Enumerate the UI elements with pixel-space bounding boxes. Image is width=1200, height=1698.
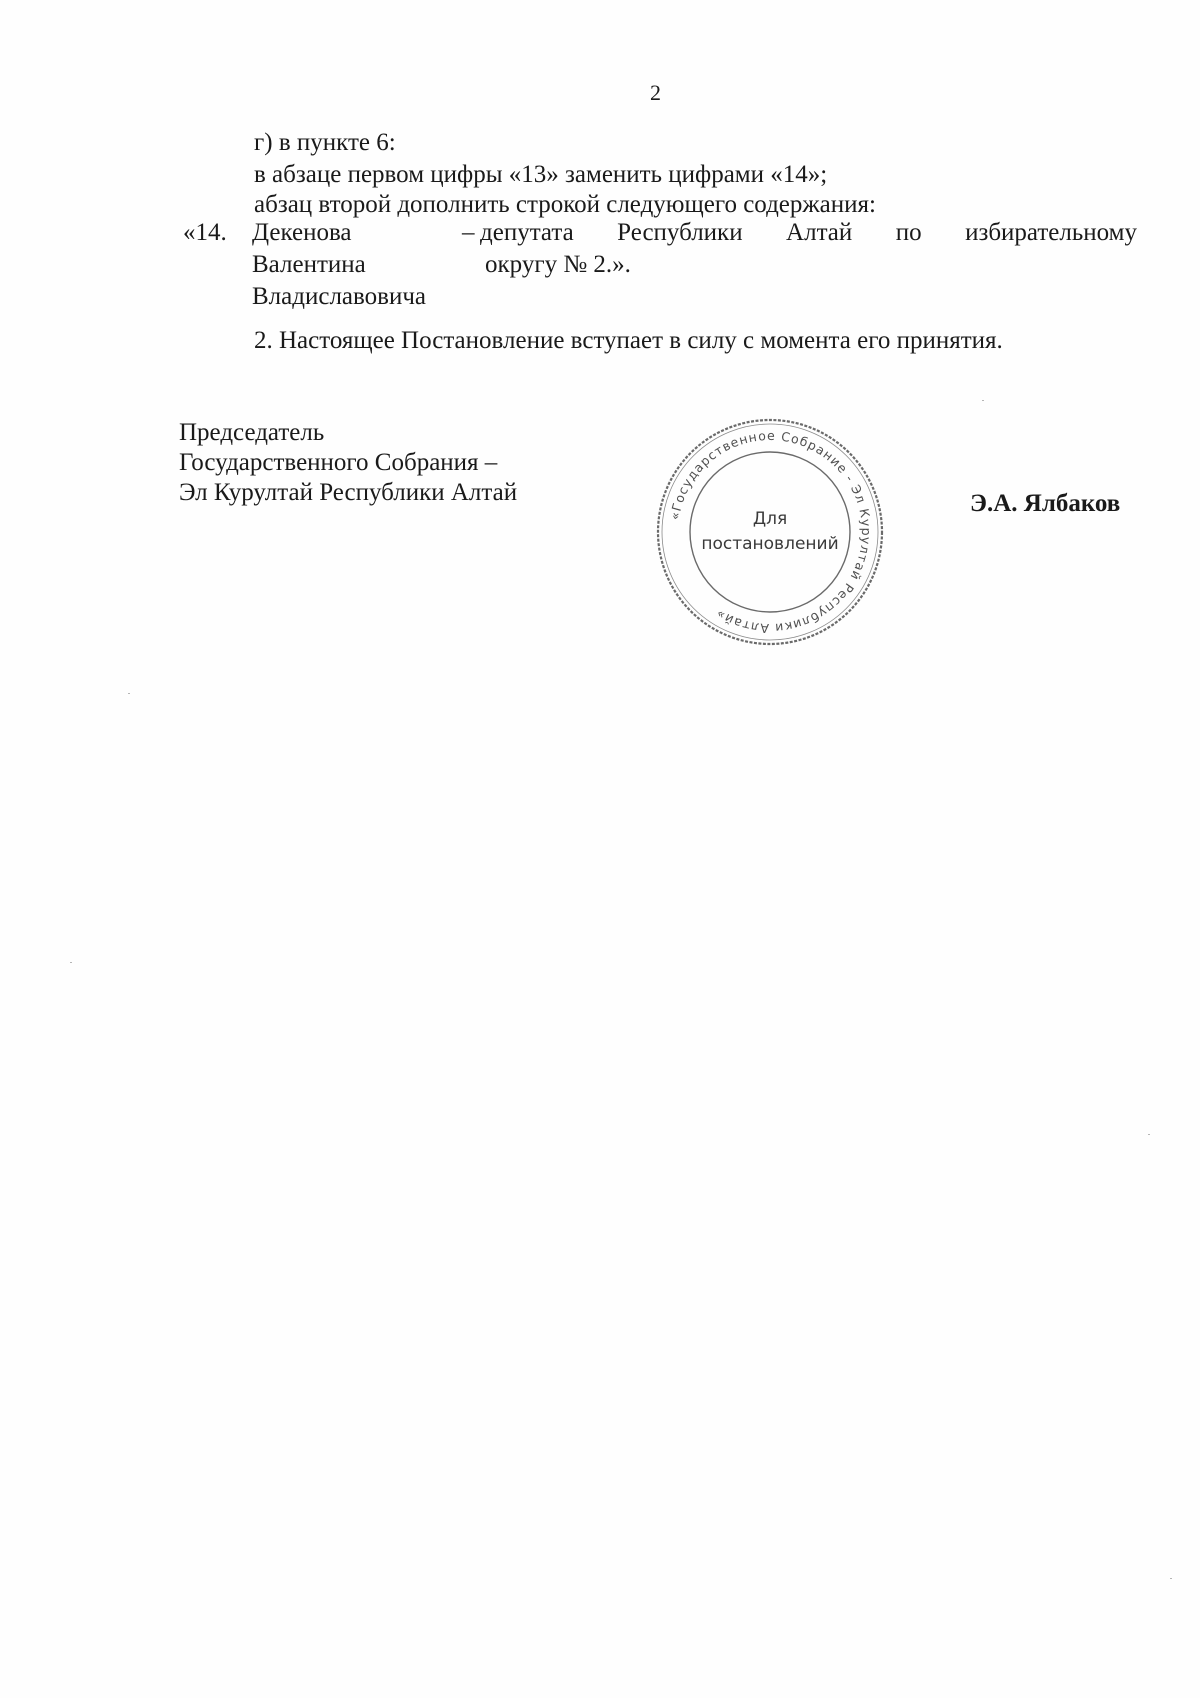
signatory-title	[179, 418, 517, 508]
scan-speck	[128, 693, 130, 694]
scan-speck	[1148, 1134, 1150, 1135]
entry-description-line2: округу № 2.».	[485, 251, 631, 278]
entry-description-line1: депутата Республики Алтай по избирательному	[480, 219, 1137, 246]
paragraph-second-line: абзац второй дополнить строкой следующего содержания:	[254, 191, 876, 218]
seal-center-line1: Для	[752, 509, 788, 529]
signatory-title-line3: Эл Курултай Республики Алтай	[179, 479, 518, 506]
clause-2: 2. Настоящее Постановление вступает в силу с момента его принятия.	[254, 327, 1003, 354]
item-g-line: г) в пункте 6:	[254, 129, 396, 156]
seal-inner-ring	[690, 452, 850, 612]
official-seal	[650, 412, 890, 652]
signer-name: Э.А. Ялбаков	[970, 490, 1121, 517]
seal-outer-ring	[658, 420, 882, 644]
page-number: 2	[650, 80, 661, 105]
entry-number: «14.	[183, 219, 227, 246]
signatory-title-line2: Государственного Собрания –	[179, 449, 498, 476]
signatory-title-line1: Председатель	[179, 419, 325, 446]
seal-ring-text: «Государственное Собрание - Эл Курултай Республики Алтай»	[666, 427, 875, 637]
seal-outer-ring-thin	[662, 424, 878, 640]
scan-speck	[982, 400, 984, 401]
entry-surname: Декенова	[252, 219, 352, 246]
entry-dash: –	[462, 219, 475, 246]
paragraph-first-line: в абзаце первом цифры «13» заменить цифрами «14»;	[254, 161, 828, 188]
scan-speck	[1170, 1578, 1172, 1579]
entry-patronymic: Владиславовича	[252, 283, 426, 310]
entry-first-name: Валентина	[252, 251, 366, 278]
scan-speck	[70, 962, 72, 963]
seal-center-line2: постановлений	[701, 534, 839, 554]
